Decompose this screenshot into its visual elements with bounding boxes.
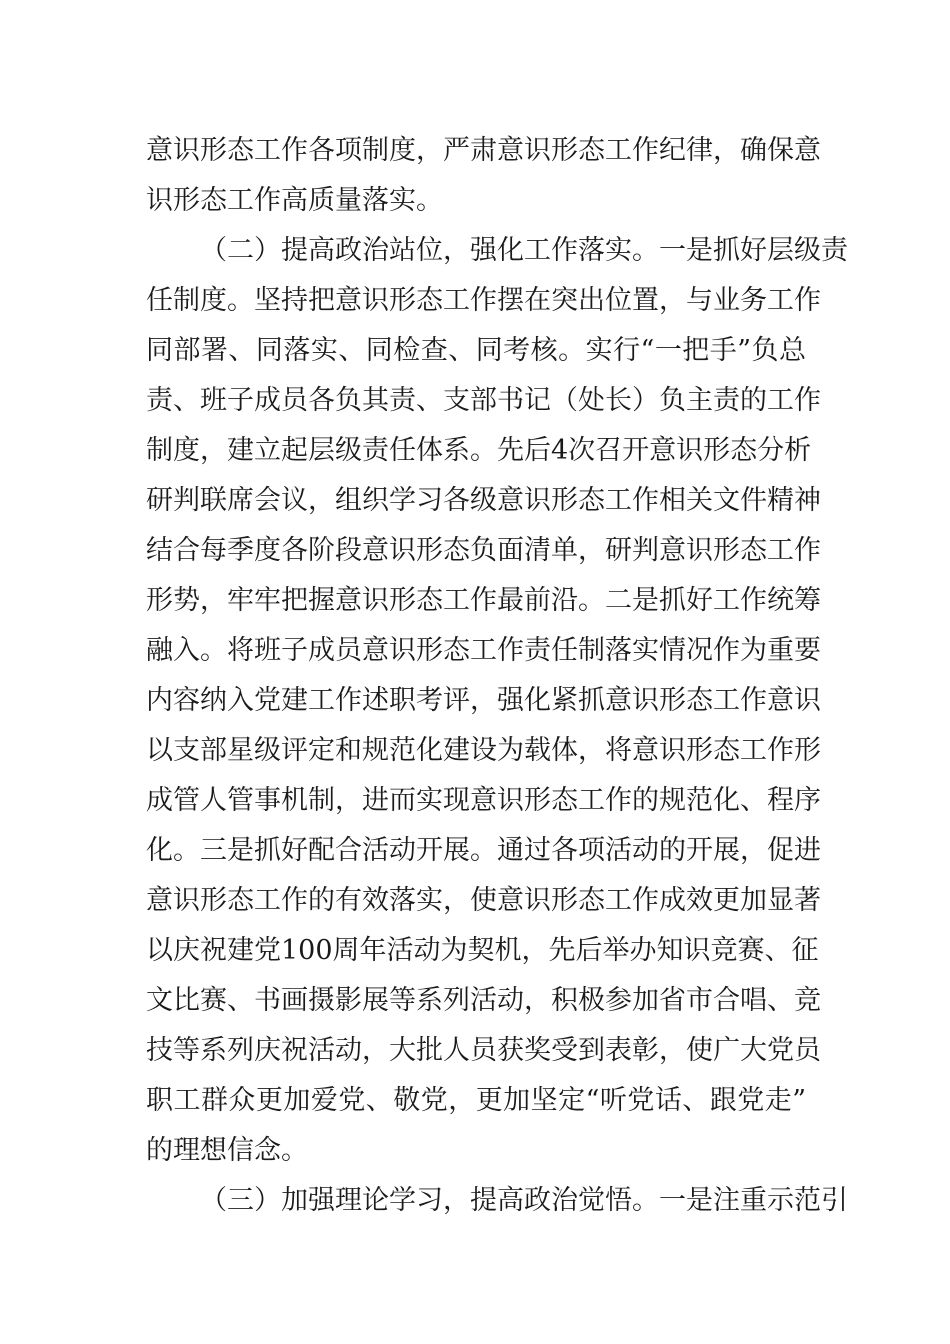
text-line: 以支部星级评定和规范化建设为载体，将意识形态工作形 — [146, 735, 821, 766]
text-line: 成管人管事机制，进而实现意识形态工作的规范化、程序 — [146, 785, 821, 816]
text-line: 文比赛、书画摄影展等系列活动，积极参加省市合唱、竞 — [146, 985, 821, 1016]
text-line: 内容纳入党建工作述职考评，强化紧抓意识形态工作意识 — [146, 685, 821, 716]
text-line: 以庆祝建党100周年活动为契机，先后举办知识竞赛、征 — [146, 935, 819, 966]
text-line: 技等系列庆祝活动，大批人员获奖受到表彰，使广大党员 — [146, 1035, 821, 1066]
text-line: 职工群众更加爱党、敬党，更加坚定“听党话、跟党走” — [146, 1085, 806, 1116]
paragraph-3 — [146, 1176, 848, 1226]
text-line: 意识形态工作各项制度，严肃意识形态工作纪律，确保意 — [146, 135, 821, 166]
text-line: 识形态工作高质量落实。 — [146, 185, 443, 216]
section-heading-line: （二）提高政治站位，强化工作落实。一是抓好层级责 — [200, 235, 848, 266]
text-line: 融入。将班子成员意识形态工作责任制落实情况作为重要 — [146, 635, 821, 666]
text-line: 研判联席会议，组织学习各级意识形态工作相关文件精神 — [146, 485, 821, 516]
paragraph-2 — [146, 226, 848, 1176]
text-line: 同部署、同落实、同检查、同考核。实行“一把手”负总 — [146, 335, 806, 366]
text-line: 制度，建立起层级责任体系。先后4次召开意识形态分析 — [146, 435, 812, 466]
text-line: 化。三是抓好配合活动开展。通过各项活动的开展，促进 — [146, 835, 821, 866]
text-line: 任制度。坚持把意识形态工作摆在突出位置，与业务工作 — [146, 285, 821, 316]
paragraph-1 — [146, 126, 821, 226]
text-line: 形势，牢牢把握意识形态工作最前沿。二是抓好工作统筹 — [146, 585, 821, 616]
text-line: 的理想信念。 — [146, 1135, 308, 1166]
document-body — [146, 126, 848, 1226]
text-line: 意识形态工作的有效落实，使意识形态工作成效更加显著 — [146, 885, 821, 916]
text-line: 结合每季度各阶段意识形态负面清单，研判意识形态工作 — [146, 535, 821, 566]
text-line: 责、班子成员各负其责、支部书记（处长）负主责的工作 — [146, 385, 821, 416]
section-heading-line: （三）加强理论学习，提高政治觉悟。一是注重示范引 — [200, 1185, 848, 1216]
